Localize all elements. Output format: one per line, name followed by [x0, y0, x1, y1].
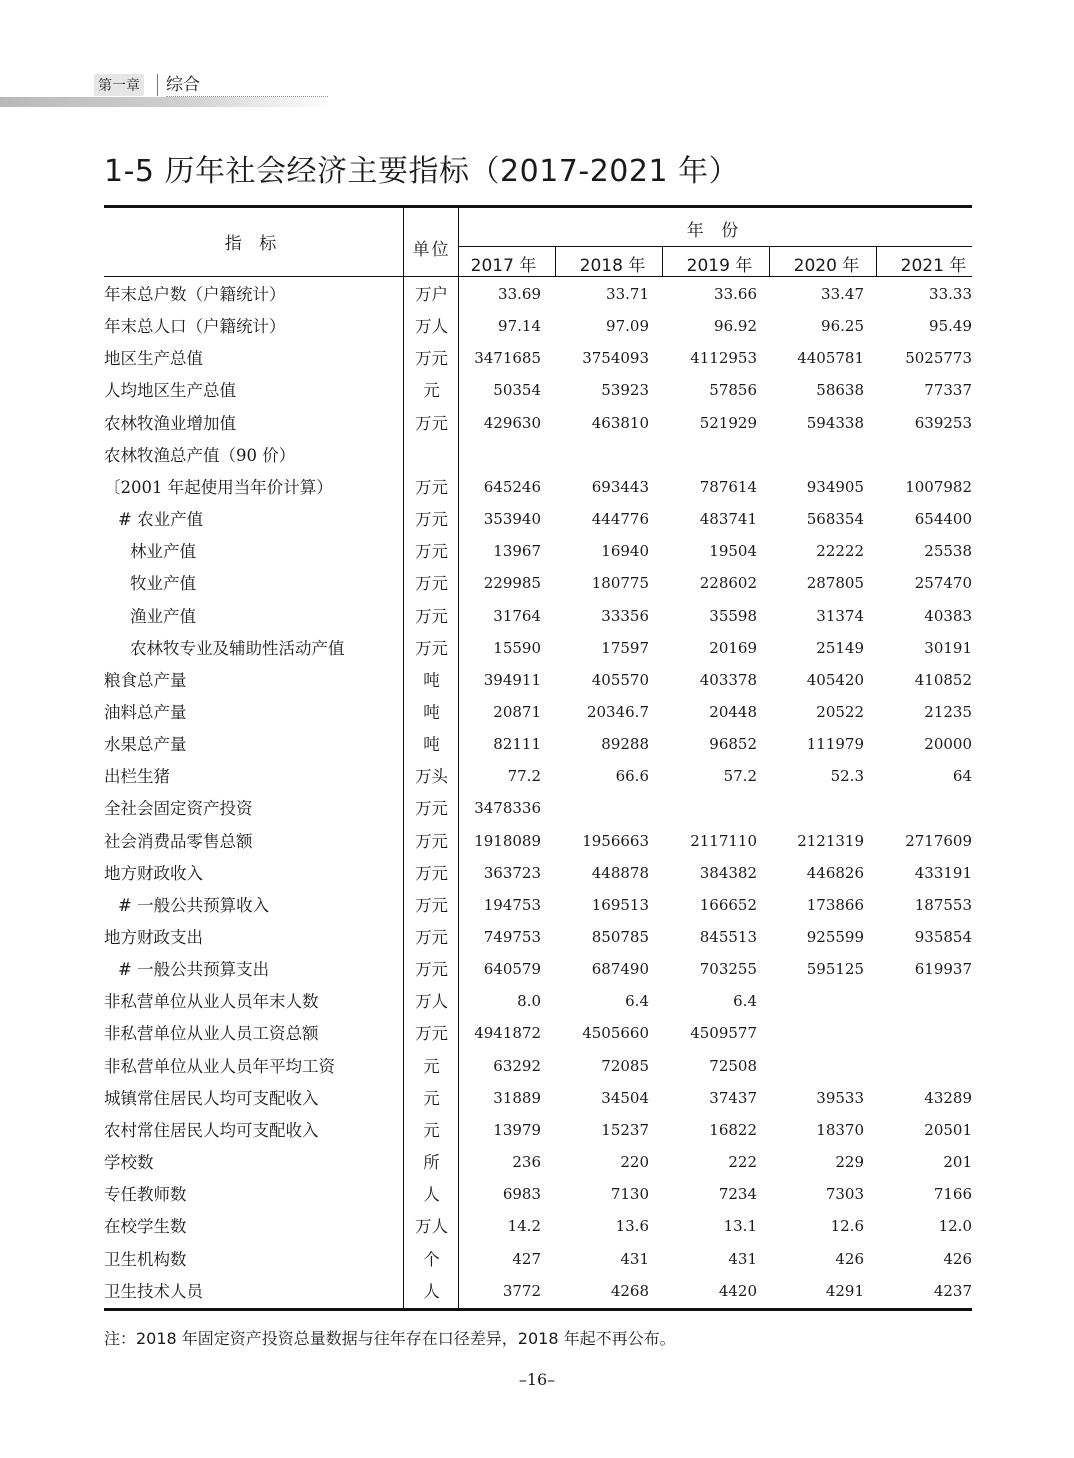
table-row: [104, 1215, 972, 1247]
row-value: 935854: [914, 928, 972, 946]
row-value: 4237: [933, 1281, 972, 1300]
row-unit: 元: [423, 1056, 440, 1076]
row-unit: 人: [423, 1185, 440, 1205]
row-indicator: # 一般公共预算收入: [118, 895, 270, 915]
row-value: 463810: [591, 413, 649, 432]
row-value: 693443: [591, 477, 649, 496]
column-header-year: 2019 年: [686, 256, 753, 276]
table-row: [104, 1022, 972, 1054]
table-row: [104, 926, 972, 958]
row-value: 19504: [709, 542, 757, 561]
row-unit: 万元: [415, 863, 448, 883]
row-value: 14.2: [507, 1217, 541, 1236]
table-row: [104, 572, 972, 604]
table-row: [104, 1151, 972, 1183]
table-row: [104, 862, 972, 894]
row-value: 7130: [610, 1185, 649, 1204]
row-value: 57856: [709, 381, 757, 400]
table-row: [104, 476, 972, 508]
table-row: [104, 669, 972, 701]
row-value: 4112953: [690, 349, 757, 368]
row-indicator: 年末总户数（户籍统计）: [104, 285, 286, 304]
table-row: [104, 637, 972, 669]
row-value: 3471685: [474, 349, 541, 368]
row-value: 426: [943, 1249, 972, 1268]
row-indicator: 〔2001 年起使用当年价计算）: [104, 477, 333, 497]
row-value: 405420: [806, 670, 864, 689]
row-value: 4941872: [474, 1024, 541, 1043]
row-indicator: 地方财政支出: [104, 928, 203, 947]
row-indicator: 牧业产值: [130, 574, 196, 594]
row-value: 410852: [914, 670, 972, 689]
row-value: 169513: [591, 895, 649, 914]
row-value: 5025773: [905, 349, 972, 368]
column-header-year: 2018 年: [579, 256, 646, 276]
row-indicator: # 农业产值: [118, 510, 204, 530]
row-value: 353940: [483, 510, 541, 529]
row-value: 2717609: [905, 831, 972, 850]
row-value: 749753: [483, 928, 541, 946]
column-header-unit: 单位: [412, 240, 451, 260]
row-value: 645246: [483, 477, 541, 496]
row-value: 4505660: [582, 1024, 649, 1043]
row-value: 446826: [806, 863, 864, 882]
column-header-year: 2020 年: [793, 256, 860, 276]
row-value: 96.92: [714, 317, 757, 336]
row-value: 640579: [483, 960, 541, 979]
row-value: 431: [728, 1249, 757, 1268]
row-value: 82111: [493, 735, 541, 754]
row-value: 1918089: [474, 831, 541, 850]
table-row: [104, 508, 972, 540]
row-indicator: 油料总产量: [104, 702, 187, 722]
row-unit: 元: [423, 381, 440, 401]
row-value: 25538: [924, 542, 972, 561]
row-indicator: 粮食总产量: [104, 670, 187, 690]
row-value: 8.0: [517, 992, 541, 1011]
row-value: 201: [943, 1153, 972, 1172]
column-header-year: 2021 年: [900, 256, 967, 276]
row-indicator: 水果总产量: [104, 735, 187, 755]
table-row: [104, 797, 972, 829]
row-value: 4291: [825, 1281, 864, 1300]
row-unit: 万元: [415, 574, 448, 594]
row-unit: 元: [423, 1088, 440, 1108]
row-value: 483741: [699, 510, 757, 529]
column-header-year: 2017 年: [470, 256, 537, 276]
row-value: 3478336: [474, 799, 541, 818]
row-value: 521929: [699, 413, 757, 432]
column-header-year-group: 年 份: [686, 221, 745, 241]
row-indicator: 卫生机构数: [104, 1249, 187, 1269]
table-row: [104, 444, 972, 476]
row-value: 64: [952, 767, 972, 786]
row-value: 72508: [709, 1056, 757, 1075]
row-value: 7303: [825, 1185, 864, 1204]
chapter-separator: [157, 74, 158, 96]
table-row: [104, 1087, 972, 1119]
row-value: 429630: [483, 413, 541, 432]
table-row: [104, 605, 972, 637]
row-value: 594338: [806, 413, 864, 432]
row-indicator: 人均地区生产总值: [104, 381, 236, 401]
row-indicator: 林业产值: [130, 542, 196, 562]
row-value: 1007982: [905, 477, 972, 496]
row-unit: 吨: [423, 735, 440, 755]
row-value: 568354: [806, 510, 864, 529]
row-value: 18370: [816, 1120, 864, 1139]
row-value: 12.6: [830, 1217, 864, 1236]
page-title: 1-5 历年社会经济主要指标（2017-2021 年）: [104, 154, 740, 189]
row-value: 3772: [502, 1281, 541, 1300]
row-value: 30191: [924, 638, 972, 657]
row-value: 787614: [699, 477, 757, 496]
header-dotted-line: [166, 96, 328, 97]
table-row: [104, 1055, 972, 1087]
row-value: 57.2: [723, 767, 757, 786]
table-row: [104, 379, 972, 411]
row-indicator: 非私营单位从业人员工资总额: [104, 1024, 319, 1044]
row-value: 845513: [699, 928, 757, 946]
row-indicator: 地方财政收入: [104, 863, 203, 883]
row-value: 220: [620, 1153, 649, 1172]
row-value: 52.3: [830, 767, 864, 786]
row-unit: 万元: [415, 349, 448, 369]
row-value: 934905: [806, 477, 864, 496]
row-value: 384382: [699, 863, 757, 882]
table-row: [104, 283, 972, 315]
row-value: 33.71: [606, 285, 649, 303]
row-value: 222: [728, 1153, 757, 1172]
row-value: 22222: [816, 542, 864, 561]
row-value: 20448: [709, 702, 757, 721]
row-unit: 万元: [415, 413, 448, 433]
row-value: 7234: [718, 1185, 757, 1204]
row-unit: 万元: [415, 1024, 448, 1044]
row-value: 17597: [601, 638, 649, 657]
row-value: 31764: [493, 606, 541, 625]
table-row: [104, 765, 972, 797]
row-indicator: 地区生产总值: [104, 349, 203, 369]
row-value: 96852: [709, 735, 757, 754]
row-unit: 万人: [415, 317, 448, 337]
row-indicator: 城镇常住居民人均可支配收入: [104, 1088, 319, 1108]
row-value: 20346.7: [586, 702, 649, 721]
chapter-badge: 第一章: [94, 74, 144, 96]
row-value: 287805: [806, 574, 864, 593]
row-value: 236: [512, 1153, 541, 1172]
table-row: [104, 540, 972, 572]
row-indicator: 农村常住居民人均可支配收入: [104, 1120, 319, 1140]
row-value: 4509577: [690, 1024, 757, 1043]
row-value: 13979: [493, 1120, 541, 1139]
row-value: 595125: [806, 960, 864, 979]
row-value: 6.4: [625, 992, 649, 1011]
row-unit: 万人: [415, 992, 448, 1012]
year-divider: [555, 246, 556, 277]
row-value: 25149: [816, 638, 864, 657]
table-row: [104, 990, 972, 1022]
row-unit: 个: [423, 1249, 440, 1269]
row-value: 173866: [806, 895, 864, 914]
row-unit: 万元: [415, 638, 448, 658]
row-indicator: 在校学生数: [104, 1217, 187, 1237]
row-value: 403378: [699, 670, 757, 689]
row-value: 7166: [933, 1185, 972, 1204]
table-row: [104, 1248, 972, 1280]
table-row: [104, 1119, 972, 1151]
row-unit: 万元: [415, 831, 448, 851]
row-value: 53923: [601, 381, 649, 400]
table-row: [104, 1183, 972, 1215]
row-indicator: 非私营单位从业人员年平均工资: [104, 1056, 335, 1076]
row-indicator: 非私营单位从业人员年末人数: [104, 992, 319, 1012]
footnote: 注：2018 年固定资产投资总量数据与往年存在口径差异，2018 年起不再公布。: [104, 1329, 676, 1348]
row-value: 95.49: [929, 317, 972, 336]
row-value: 166652: [699, 895, 757, 914]
row-value: 40383: [924, 606, 972, 625]
row-value: 394911: [483, 670, 541, 689]
row-value: 426: [835, 1249, 864, 1268]
row-value: 13.1: [723, 1217, 757, 1236]
row-value: 1956663: [582, 831, 649, 850]
row-value: 34504: [601, 1088, 649, 1107]
row-value: 77337: [924, 381, 972, 400]
row-indicator: 卫生技术人员: [104, 1281, 203, 1301]
row-value: 37437: [709, 1088, 757, 1107]
row-value: 187553: [914, 895, 972, 914]
row-value: 639253: [914, 413, 972, 432]
row-value: 654400: [914, 510, 972, 529]
row-value: 3754093: [582, 349, 649, 368]
row-value: 16940: [601, 542, 649, 561]
row-value: 4405781: [797, 349, 864, 368]
row-unit: 万人: [415, 1217, 448, 1237]
table-top-rule: [104, 205, 972, 208]
row-value: 96.25: [821, 317, 864, 336]
header-band: [0, 97, 330, 107]
row-value: 97.14: [498, 317, 541, 336]
row-value: 50354: [493, 381, 541, 400]
row-value: 43289: [924, 1088, 972, 1107]
row-value: 33.69: [498, 285, 541, 303]
table-row: [104, 830, 972, 862]
row-value: 12.0: [938, 1217, 972, 1236]
row-unit: 万元: [415, 542, 448, 562]
row-value: 363723: [483, 863, 541, 882]
row-value: 77.2: [507, 767, 541, 786]
row-value: 89288: [601, 735, 649, 754]
row-value: 20501: [924, 1120, 972, 1139]
row-unit: 所: [423, 1153, 440, 1173]
row-value: 39533: [816, 1088, 864, 1107]
row-value: 20169: [709, 638, 757, 657]
row-value: 111979: [806, 735, 864, 754]
row-value: 405570: [591, 670, 649, 689]
row-unit: 万元: [415, 928, 448, 947]
row-value: 257470: [914, 574, 972, 593]
row-indicator: 农林牧渔总产值（90 价）: [104, 445, 296, 465]
row-unit: 万户: [415, 285, 448, 304]
row-value: 6.4: [733, 992, 757, 1011]
row-value: 687490: [591, 960, 649, 979]
row-value: 619937: [914, 960, 972, 979]
row-value: 33356: [601, 606, 649, 625]
table-header-rule: [104, 276, 972, 277]
row-value: 20871: [493, 702, 541, 721]
row-value: 58638: [816, 381, 864, 400]
row-value: 229: [835, 1153, 864, 1172]
row-indicator: # 一般公共预算支出: [118, 960, 270, 980]
row-value: 850785: [591, 928, 649, 946]
row-value: 16822: [709, 1120, 757, 1139]
row-indicator: 农林牧专业及辅助性活动产值: [130, 638, 345, 658]
row-value: 15237: [601, 1120, 649, 1139]
table-row: [104, 733, 972, 765]
table-row: [104, 894, 972, 926]
row-unit: 人: [423, 1281, 440, 1301]
table-row: [104, 315, 972, 347]
row-value: 31374: [816, 606, 864, 625]
row-value: 4420: [718, 1281, 757, 1300]
page-number: –16–: [518, 1370, 556, 1389]
chapter-name: 综合: [166, 75, 200, 95]
row-indicator: 农林牧渔业增加值: [104, 413, 236, 433]
row-value: 20000: [924, 735, 972, 754]
row-value: 194753: [483, 895, 541, 914]
year-group-rule: [459, 246, 972, 247]
row-value: 15590: [493, 638, 541, 657]
row-unit: 万元: [415, 606, 448, 626]
row-unit: 万头: [415, 767, 448, 787]
row-value: 925599: [806, 928, 864, 946]
row-value: 427: [512, 1249, 541, 1268]
row-indicator: 出栏生猪: [104, 767, 170, 787]
row-value: 180775: [591, 574, 649, 593]
row-value: 431: [620, 1249, 649, 1268]
row-unit: 万元: [415, 799, 448, 819]
row-value: 31889: [493, 1088, 541, 1107]
row-value: 6983: [502, 1185, 541, 1204]
table-row: [104, 412, 972, 444]
column-header-indicator: 指 标: [224, 234, 283, 254]
row-value: 97.09: [606, 317, 649, 336]
row-indicator: 学校数: [104, 1153, 154, 1173]
row-indicator: 年末总人口（户籍统计）: [104, 317, 286, 337]
row-value: 66.6: [615, 767, 649, 786]
row-unit: 吨: [423, 670, 440, 690]
row-value: 444776: [591, 510, 649, 529]
row-unit: 吨: [423, 702, 440, 722]
row-value: 21235: [924, 702, 972, 721]
row-value: 13.6: [615, 1217, 649, 1236]
row-indicator: 专任教师数: [104, 1185, 187, 1205]
row-value: 4268: [610, 1281, 649, 1300]
row-value: 13967: [493, 542, 541, 561]
row-value: 703255: [699, 960, 757, 979]
table-row: [104, 701, 972, 733]
row-value: 433191: [914, 863, 972, 882]
row-indicator: 渔业产值: [130, 606, 196, 626]
table-row: [104, 1280, 972, 1312]
row-value: 20522: [816, 702, 864, 721]
row-value: 229985: [483, 574, 541, 593]
row-indicator: 社会消费品零售总额: [104, 831, 253, 851]
row-unit: 万元: [415, 510, 448, 530]
row-value: 33.33: [929, 285, 972, 303]
row-value: 2117110: [690, 831, 757, 850]
row-value: 2121319: [797, 831, 864, 850]
row-value: 448878: [591, 863, 649, 882]
row-value: 33.66: [714, 285, 757, 303]
row-value: 63292: [493, 1056, 541, 1075]
row-unit: 万元: [415, 960, 448, 980]
row-value: 72085: [601, 1056, 649, 1075]
row-indicator: 全社会固定资产投资: [104, 799, 253, 819]
row-value: 35598: [709, 606, 757, 625]
table-row: [104, 958, 972, 990]
table-row: [104, 347, 972, 379]
row-value: 33.47: [821, 285, 864, 303]
row-unit: 万元: [415, 895, 448, 915]
row-value: 228602: [699, 574, 757, 593]
row-unit: 元: [423, 1120, 440, 1140]
row-unit: 万元: [415, 477, 448, 497]
